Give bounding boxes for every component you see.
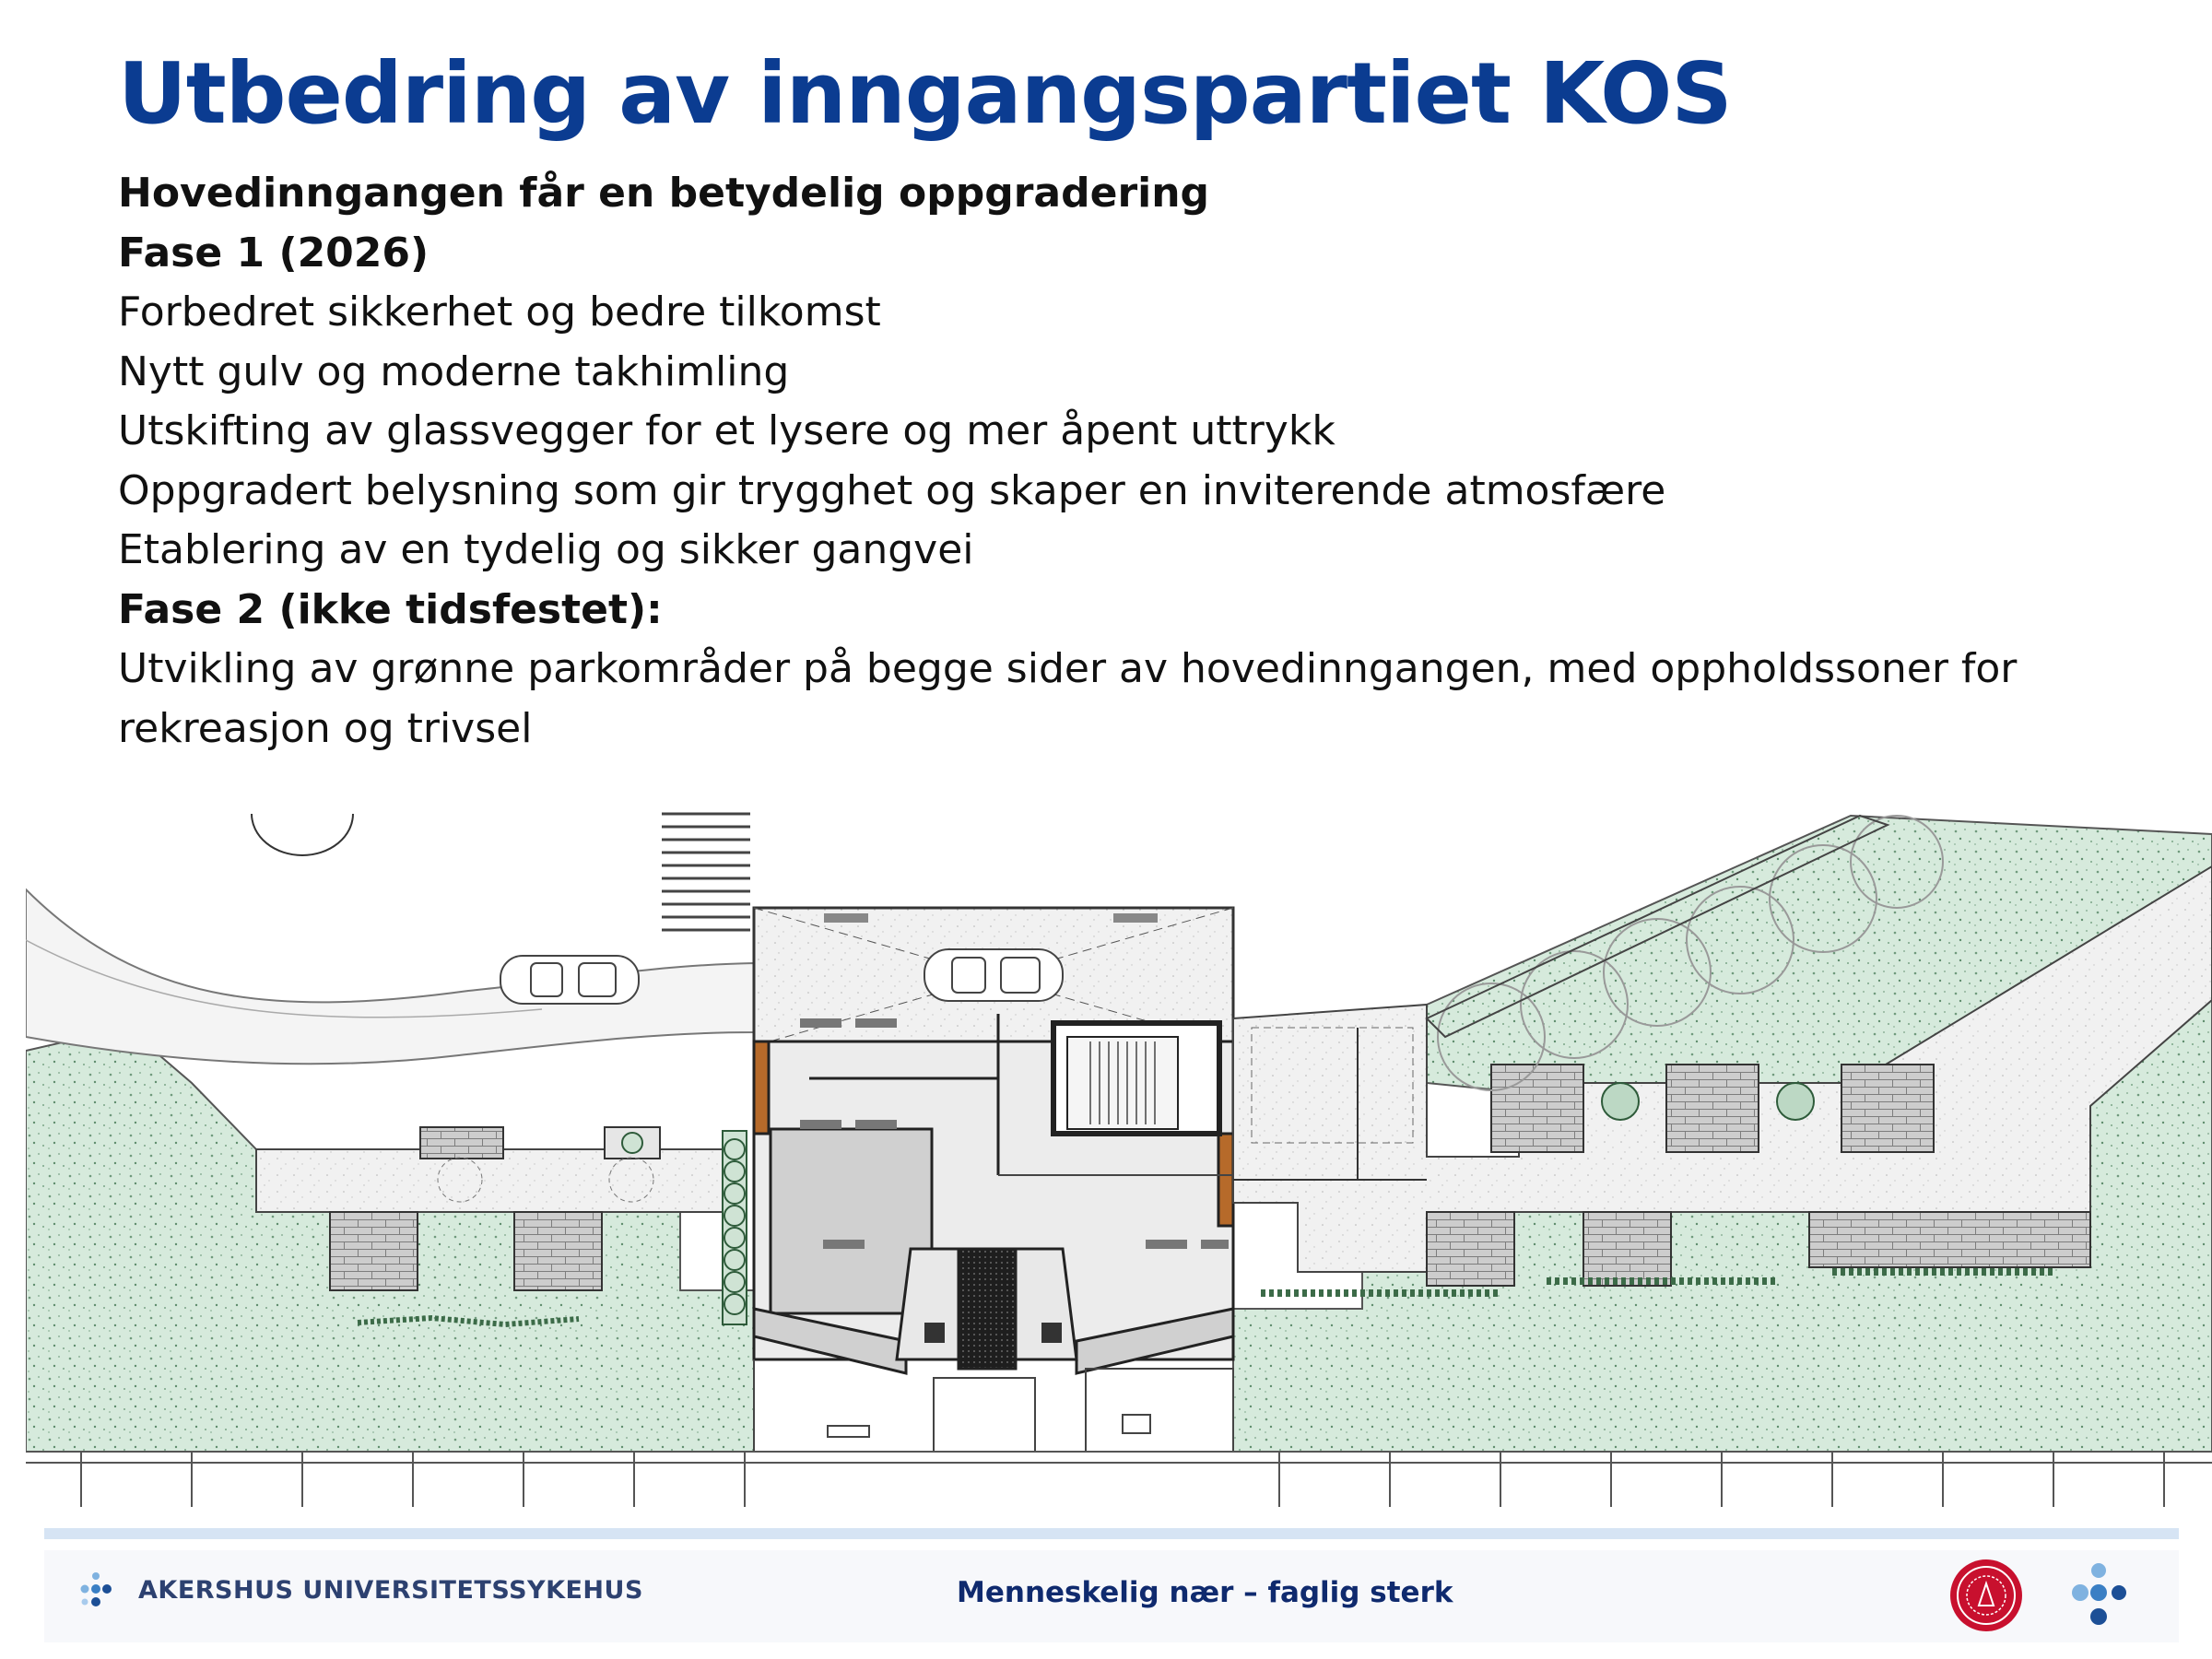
body-text bbox=[118, 164, 2164, 759]
site-plan-drawing bbox=[26, 806, 2212, 1512]
organization-name: AKERSHUS UNIVERSITETSSYKEHUS bbox=[138, 1576, 643, 1605]
ahus-logo-icon bbox=[77, 1567, 133, 1622]
footer-divider bbox=[44, 1528, 2179, 1539]
crosswalk bbox=[662, 814, 750, 930]
building-wall-bottom bbox=[26, 1452, 2212, 1507]
footer-slogan: Menneskelig nær – faglig sterk bbox=[957, 1576, 1453, 1609]
car-left bbox=[500, 956, 639, 1004]
phase1-item: Utskifting av glassvegger for et lysere og mer åpent uttrykk bbox=[118, 407, 1335, 454]
driveway bbox=[26, 889, 754, 1064]
phase1-item: Forbedret sikkerhet og bedre tilkomst bbox=[118, 288, 881, 335]
phase2-heading: Fase 2 (ikke tidsfestet): bbox=[118, 585, 663, 633]
entrance-building bbox=[754, 1023, 1233, 1373]
slide-title: Utbedring av inngangspartiet KOS bbox=[118, 44, 1732, 143]
subtitle: Hovedinngangen får en betydelig oppgradering bbox=[118, 170, 1210, 217]
hedge-left bbox=[723, 1131, 747, 1324]
lower-rooms bbox=[754, 1359, 1233, 1452]
phase2-text: Utvikling av grønne parkområder på begge sider av hovedinngangen, med oppholdssoner for rekreasjon og trivsel bbox=[118, 645, 2018, 752]
phase1-heading: Fase 1 (2026) bbox=[118, 229, 429, 276]
phase1-item: Oppgradert belysning som gir trygghet og skaper en inviterende atmosfære bbox=[118, 466, 1666, 514]
car-center bbox=[924, 949, 1063, 1001]
phase1-item: Etablering av en tydelig og sikker gangvei bbox=[118, 526, 974, 573]
phase1-item: Nytt gulv og moderne takhimling bbox=[118, 347, 790, 395]
brand-dots-icon bbox=[2057, 1556, 2140, 1639]
university-seal-icon bbox=[1948, 1558, 2024, 1633]
